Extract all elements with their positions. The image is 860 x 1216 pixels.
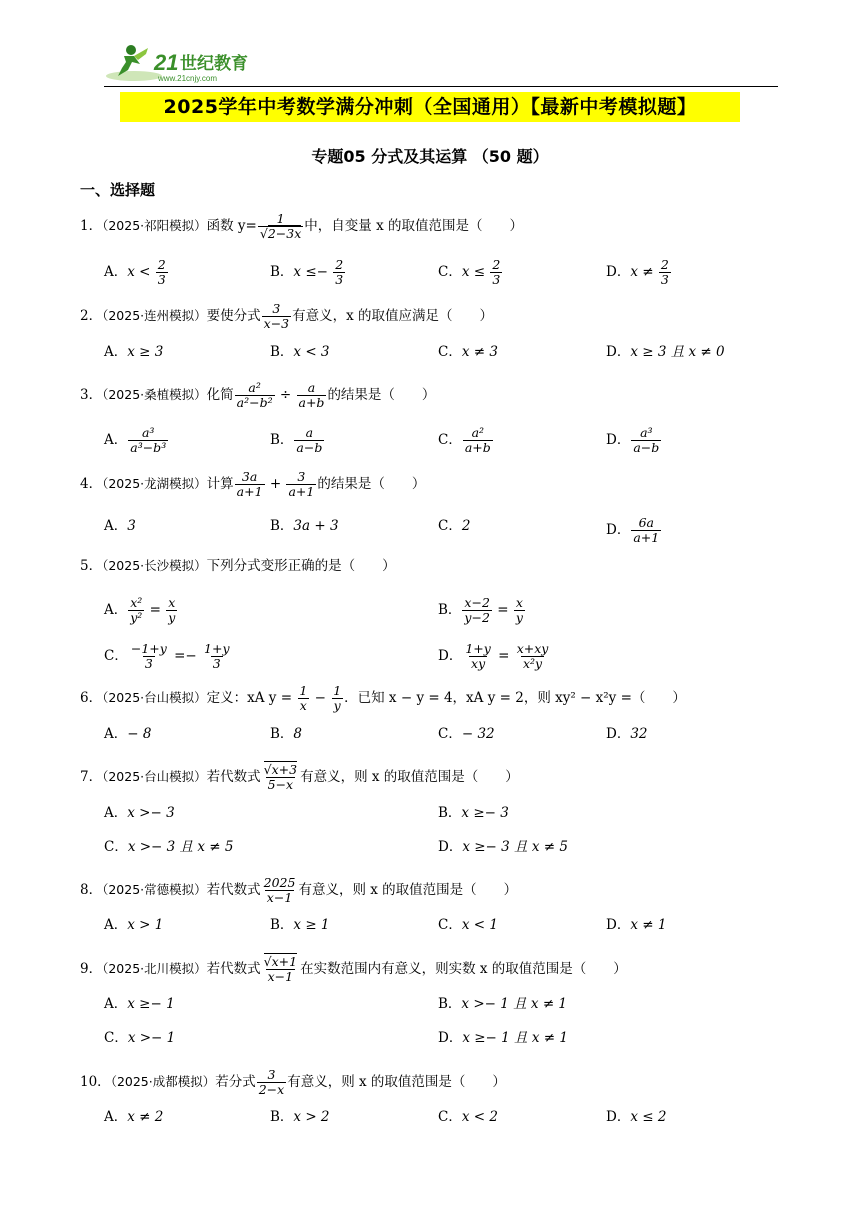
- fraction-numerator: 3a: [241, 469, 258, 484]
- option-label: D．: [606, 344, 631, 360]
- question-number: 5．: [80, 558, 103, 574]
- answer-option: [606, 342, 725, 362]
- radicand: x+3: [271, 762, 298, 777]
- fraction: [333, 258, 345, 287]
- fraction: [631, 516, 661, 545]
- svg-text:www.21cnjy.com: www.21cnjy.com: [158, 74, 217, 83]
- option-label: B．: [438, 996, 462, 1012]
- title-banner: [120, 92, 740, 122]
- option-expression: x < 3: [293, 344, 330, 360]
- fraction: [297, 684, 309, 713]
- option-label: C．: [104, 839, 128, 855]
- option-expression: x >− 3: [127, 805, 175, 821]
- question-text: 在实数范围内有意义，则实数 x 的取值范围是（ ）: [300, 961, 627, 977]
- fraction: [129, 642, 169, 671]
- option-label: D．: [606, 522, 631, 538]
- fraction: [235, 470, 265, 499]
- option-label: B．: [270, 432, 294, 448]
- answer-option: [438, 596, 526, 625]
- fraction-numerator: [262, 763, 299, 777]
- fraction-denominator: y−2: [464, 610, 490, 625]
- fraction: [490, 258, 502, 287]
- equals: =: [492, 602, 513, 618]
- question-text: 定义：xA y =: [206, 690, 297, 706]
- answer-option: [438, 994, 567, 1014]
- option-label: A．: [104, 518, 128, 534]
- fraction: [462, 596, 492, 625]
- fraction-denominator: 3: [212, 656, 221, 671]
- fraction-numerator: 2: [660, 257, 669, 272]
- question-source: （2025·祁阳模拟）: [102, 218, 207, 233]
- option-label: A．: [104, 726, 128, 742]
- fraction-numerator: a³: [141, 425, 155, 440]
- option-expression: x ≥− 1: [127, 996, 175, 1012]
- question-source: （2025·常德模拟）: [102, 882, 207, 897]
- question-stem: [80, 470, 425, 499]
- option-expression: 32: [630, 726, 648, 742]
- fraction: [156, 258, 168, 287]
- fraction-denominator: a+b: [464, 440, 491, 455]
- fraction-denominator: y: [515, 610, 523, 625]
- option-label: D．: [606, 917, 631, 933]
- fraction-numerator: x: [168, 595, 176, 610]
- fraction-numerator: x²: [130, 595, 143, 610]
- answer-option: [104, 915, 163, 935]
- fraction-denominator: 5−x: [267, 777, 294, 792]
- answer-option: [270, 258, 346, 287]
- option-expression: x ≥− 1 且 x ≠ 1: [462, 1030, 568, 1046]
- question-number: 2．: [80, 308, 103, 324]
- fraction-numerator: 2: [335, 257, 344, 272]
- fraction-numerator: 1+y: [465, 641, 491, 656]
- fraction-denominator: 3: [492, 272, 501, 287]
- fraction-numerator: x: [515, 595, 523, 610]
- answer-option: [104, 1028, 175, 1048]
- question-text: 下列分式变形正确的是（ ）: [206, 558, 396, 574]
- answer-option: [606, 915, 666, 935]
- option-expression: 8: [293, 726, 303, 742]
- fraction-denominator: a+1: [288, 484, 315, 499]
- page-subtitle: 专题05 分式及其运算 （50 题）: [311, 147, 549, 166]
- fraction-denominator: 3: [157, 272, 166, 287]
- answer-option: [104, 426, 169, 455]
- question-number: 1．: [80, 218, 103, 234]
- option-label: A．: [104, 344, 128, 360]
- fraction: [262, 876, 298, 905]
- fraction-numerator: a: [305, 425, 314, 440]
- question-stem: [80, 381, 435, 410]
- answer-option: [104, 516, 136, 536]
- answer-option: [438, 258, 503, 287]
- radical-sign: √: [263, 954, 272, 969]
- option-expression: x > 1: [127, 917, 164, 933]
- fraction-denominator: x−3: [263, 316, 290, 331]
- answer-option: [606, 1107, 666, 1127]
- question-source: （2025·北川模拟）: [102, 961, 207, 976]
- fraction-numerator: −1+y: [130, 641, 167, 656]
- option-label: C．: [438, 432, 462, 448]
- question-source: （2025·龙湖模拟）: [102, 476, 207, 491]
- fraction-denominator: y: [333, 698, 341, 713]
- option-expression: x < 2: [461, 1109, 498, 1125]
- operator: −: [310, 690, 331, 706]
- option-expression: x > 2: [293, 1109, 330, 1125]
- fraction-numerator: x−2: [464, 595, 490, 610]
- option-expression: x ≠ 1: [630, 917, 667, 933]
- option-expression: x ≠ 3: [461, 344, 498, 360]
- fraction-denominator: x²y: [522, 656, 543, 671]
- fraction: [463, 426, 493, 455]
- fraction: [463, 642, 493, 671]
- option-label: B．: [270, 264, 294, 280]
- fraction-denominator: a−b: [296, 440, 323, 455]
- question-stem: [80, 876, 517, 905]
- question-text: ．已知 x − y = 4，xA y = 2，则 xy² − x²y =（ ）: [344, 690, 686, 706]
- fraction-numerator: 1: [333, 683, 342, 698]
- fraction-numerator: 1: [276, 211, 285, 226]
- fraction-denominator: x−1: [267, 969, 294, 984]
- question-stem: [80, 302, 493, 331]
- option-label: C．: [438, 344, 462, 360]
- radicand: 2−3x: [267, 226, 302, 241]
- question-stem: [80, 212, 523, 241]
- fraction: [286, 470, 316, 499]
- fraction: [631, 426, 661, 455]
- fraction: [262, 763, 299, 792]
- fraction-numerator: 1+y: [204, 641, 230, 656]
- radicand: x+1: [271, 954, 298, 969]
- answer-option: [270, 915, 330, 935]
- question-text: 若代数式: [206, 882, 261, 898]
- question-number: 8．: [80, 882, 103, 898]
- question-text: 中，自变量 x 的取值范围是（ ）: [304, 218, 523, 234]
- fraction-numerator: [262, 955, 299, 969]
- fraction-denominator: a+b: [298, 395, 325, 410]
- svg-text:21: 21: [154, 50, 179, 75]
- option-label: C．: [438, 917, 462, 933]
- answer-option: [438, 1028, 568, 1048]
- option-label: B．: [270, 518, 294, 534]
- fraction-numerator: 3: [297, 469, 306, 484]
- answer-option: [104, 258, 169, 287]
- question-text: 有意义，则 x 的取值范围是（ ）: [298, 882, 518, 898]
- option-expression: x ≠: [630, 264, 658, 280]
- answer-option: [438, 642, 551, 671]
- option-label: B．: [438, 805, 462, 821]
- fraction-denominator: y: [168, 610, 176, 625]
- fraction: [202, 642, 232, 671]
- page-title: 2025学年中考数学满分冲刺（全国通用）【最新中考模拟题】: [163, 96, 697, 118]
- option-label: B．: [270, 917, 294, 933]
- fraction: [331, 684, 343, 713]
- option-label: C．: [104, 648, 128, 664]
- header-rule: [104, 86, 778, 87]
- option-label: D．: [438, 648, 463, 664]
- answer-option: [438, 516, 470, 536]
- option-label: D．: [606, 1109, 631, 1125]
- answer-option: [104, 803, 175, 823]
- fraction: [262, 955, 299, 984]
- fraction-denominator: a²−b²: [236, 395, 273, 410]
- fraction-denominator: a³−b³: [130, 440, 167, 455]
- answer-option: [104, 724, 151, 744]
- answer-option: [270, 426, 325, 455]
- fraction-numerator: a: [307, 380, 316, 395]
- question-stem: [80, 763, 519, 792]
- option-expression: x <: [127, 264, 155, 280]
- question-number: 10．: [80, 1074, 111, 1090]
- option-expression: x ≥− 3 且 x ≠ 5: [462, 839, 568, 855]
- option-label: A．: [104, 805, 128, 821]
- svg-text:世纪教育: 世纪教育: [180, 54, 248, 74]
- option-expression: x < 1: [461, 917, 498, 933]
- option-label: C．: [438, 264, 462, 280]
- option-label: B．: [270, 726, 294, 742]
- question-text: 若分式: [215, 1074, 256, 1090]
- answer-option: [104, 342, 163, 362]
- radical-sign: √: [263, 762, 272, 777]
- question-text: 有意义，x 的取值应满足（ ）: [292, 308, 494, 324]
- fraction-numerator: a³: [640, 425, 653, 440]
- option-expression: x ≤: [461, 264, 490, 280]
- fraction-numerator: 1: [299, 683, 308, 698]
- fraction: [514, 596, 525, 625]
- question-source: （2025·连州模拟）: [102, 308, 207, 323]
- fraction-denominator: x: [299, 698, 307, 713]
- option-expression: x >− 3 且 x ≠ 5: [127, 839, 234, 855]
- option-expression: x >− 1: [127, 1030, 176, 1046]
- option-label: A．: [104, 996, 128, 1012]
- fraction-numerator: 2025: [263, 875, 296, 890]
- fraction-denominator: √2−3x: [259, 226, 302, 241]
- question-text: 有意义，则 x 的取值范围是（ ）: [287, 1074, 506, 1090]
- question-stem: [80, 955, 627, 984]
- fraction: [297, 381, 327, 410]
- option-label: C．: [438, 726, 462, 742]
- answer-option: [438, 1107, 498, 1127]
- fraction-denominator: x−1: [266, 890, 293, 905]
- fraction-numerator: 2: [157, 257, 166, 272]
- answer-option: [270, 516, 339, 536]
- question-text: 有意义，则 x 的取值范围是（ ）: [300, 769, 519, 785]
- question-number: 9．: [80, 961, 103, 977]
- fraction-numerator: 3: [267, 1067, 276, 1082]
- option-label: D．: [438, 839, 463, 855]
- fraction-denominator: 2−x: [258, 1082, 285, 1097]
- answer-option: [606, 258, 672, 287]
- answer-option: [606, 516, 662, 545]
- option-label: B．: [270, 344, 294, 360]
- option-expression: 3a + 3: [293, 518, 339, 534]
- fraction-numerator: x+xy: [516, 641, 549, 656]
- option-label: B．: [438, 602, 462, 618]
- option-label: B．: [270, 1109, 294, 1125]
- fraction: [128, 596, 144, 625]
- answer-option: [270, 1107, 330, 1127]
- option-expression: x ≥ 3 且 x ≠ 0: [630, 344, 725, 360]
- fraction: [294, 426, 324, 455]
- question-number: 6．: [80, 690, 103, 706]
- question-source: （2025·台山模拟）: [102, 690, 207, 705]
- question-text: 若代数式: [206, 769, 261, 785]
- fraction-denominator: 3: [660, 272, 669, 287]
- fraction-denominator: 3: [335, 272, 344, 287]
- question-stem: [80, 684, 686, 713]
- fraction: [166, 596, 177, 625]
- question-source: （2025·台山模拟）: [102, 769, 207, 784]
- option-label: A．: [104, 602, 128, 618]
- option-label: C．: [438, 1109, 462, 1125]
- fraction: [258, 212, 303, 241]
- option-label: C．: [104, 1030, 128, 1046]
- answer-option: [104, 1107, 163, 1127]
- option-expression: − 8: [127, 726, 152, 742]
- equals: =: [145, 602, 166, 618]
- question-text: 要使分式: [206, 308, 261, 324]
- question-source: （2025·桑植模拟）: [102, 387, 207, 402]
- answer-option: [270, 724, 302, 744]
- question-text: 计算: [206, 476, 234, 492]
- question-source: （2025·成都模拟）: [110, 1074, 216, 1089]
- fraction: [128, 426, 168, 455]
- answer-option: [438, 426, 494, 455]
- option-label: D．: [438, 1030, 463, 1046]
- answer-option: [104, 837, 233, 857]
- fraction-numerator: 2: [492, 257, 501, 272]
- fraction-numerator: a²: [248, 380, 261, 395]
- option-label: A．: [104, 432, 128, 448]
- option-label: A．: [104, 264, 128, 280]
- equals: =: [493, 648, 514, 664]
- answer-option: [270, 342, 330, 362]
- question-text: 的结果是（ ）: [327, 387, 436, 403]
- fraction-numerator: 6a: [638, 515, 654, 530]
- question-text: 函数 y=: [206, 218, 257, 234]
- option-expression: x ≠ 2: [127, 1109, 164, 1125]
- question-source: （2025·长沙模拟）: [102, 558, 207, 573]
- section-heading: 一、选择题: [80, 181, 156, 199]
- option-label: A．: [104, 917, 128, 933]
- runner-logo-icon: [104, 42, 274, 84]
- fraction: [515, 642, 551, 671]
- option-label: A．: [104, 1109, 128, 1125]
- question-text: 的结果是（ ）: [317, 476, 426, 492]
- brand-logo: [104, 42, 274, 84]
- fraction-numerator: 3: [272, 301, 281, 316]
- answer-option: [104, 596, 178, 625]
- fraction-denominator: xy: [471, 656, 486, 671]
- operator: ÷: [275, 387, 296, 403]
- answer-option: [606, 426, 662, 455]
- option-expression: 3: [127, 518, 136, 534]
- answer-option: [438, 837, 568, 857]
- answer-option: [438, 915, 498, 935]
- option-label: C．: [438, 518, 462, 534]
- option-expression: x >− 1 且 x ≠ 1: [461, 996, 568, 1012]
- option-expression: x ≥− 3: [461, 805, 509, 821]
- question-stem: [80, 556, 396, 576]
- operator: +: [265, 476, 286, 492]
- option-label: D．: [606, 726, 631, 742]
- answer-option: [104, 994, 175, 1014]
- option-expression: 2: [461, 518, 471, 534]
- answer-option: [438, 724, 495, 744]
- answer-option: [438, 803, 509, 823]
- question-text: 化简: [206, 387, 234, 403]
- fraction-denominator: a+1: [236, 484, 263, 499]
- question-text: 若代数式: [206, 961, 261, 977]
- fraction-denominator: a−b: [633, 440, 660, 455]
- fraction: [257, 1068, 286, 1097]
- fraction-denominator: 3: [144, 656, 153, 671]
- option-expression: x ≥ 1: [293, 917, 330, 933]
- question-number: 7．: [80, 769, 103, 785]
- answer-option: [606, 724, 648, 744]
- option-label: D．: [606, 432, 631, 448]
- question-number: 3．: [80, 387, 103, 403]
- fraction: [659, 258, 671, 287]
- fraction: [235, 381, 275, 410]
- option-expression: x ≥ 3: [127, 344, 164, 360]
- option-expression: − 32: [461, 726, 495, 742]
- equals: =−: [169, 648, 202, 664]
- fraction-numerator: a²: [471, 425, 485, 440]
- option-label: D．: [606, 264, 631, 280]
- option-expression: x ≤−: [293, 264, 333, 280]
- fraction: [262, 302, 291, 331]
- answer-option: [104, 642, 233, 671]
- answer-option: [438, 342, 498, 362]
- question-stem: [80, 1068, 506, 1097]
- question-number: 4．: [80, 476, 103, 492]
- option-expression: x ≤ 2: [630, 1109, 667, 1125]
- fraction-denominator: y²: [130, 610, 143, 625]
- fraction-denominator: a+1: [633, 530, 660, 545]
